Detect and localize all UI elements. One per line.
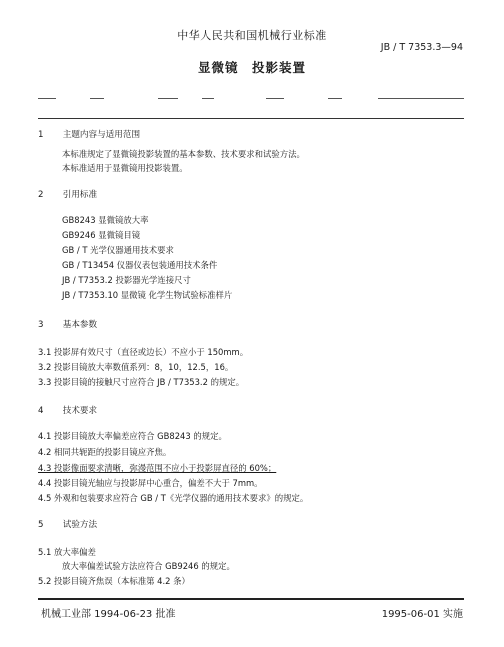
section-heading (38, 518, 97, 530)
clause-line: 3.2 投影目镜放大率数值系列：8，10，12.5，16。 (38, 362, 234, 372)
reference-line: JB / T7353.2 投影器光学连接尺寸 (62, 275, 191, 285)
text-line: 本标准适用于显微镜用投影装置。 (62, 163, 188, 173)
document-title: 显微镜 投影装置 (197, 60, 306, 75)
text-line: 本标准规定了显微镜投影装置的基本参数、技术要求和试验方法。 (62, 149, 305, 159)
clause-line: 3.3 投影目镜的接触尺寸应符合 JB / T7353.2 的规定。 (38, 377, 245, 387)
section-number: 5 (38, 520, 44, 530)
clause-line: 4.2 相同共轭距的投影目镜应齐焦。 (38, 447, 172, 457)
footer-rule (38, 598, 464, 600)
section-title: 基本参数 (62, 320, 98, 330)
section-title: 试验方法 (62, 520, 98, 530)
section-heading (38, 404, 97, 416)
section-title: 引用标准 (62, 190, 98, 200)
clause-line: 4.3 投影像面要求清晰，弥漫范围不应小于投影屏直径的 60%； (38, 463, 277, 473)
approval-date: 机械工业部 1994-06-23 批准 (41, 609, 176, 620)
section-heading (38, 128, 140, 140)
reference-line: GB8243 显微镜放大率 (62, 215, 149, 225)
clause-line: 5.1 放大率偏差 (38, 547, 96, 557)
section-heading (38, 188, 97, 200)
clause-line: 放大率偏差试验方法应符合 GB9246 的规定。 (62, 561, 235, 571)
section-number: 2 (38, 190, 44, 200)
clause-line: 5.2 投影目镜齐焦误（本标准第 4.2 条） (38, 576, 190, 586)
section-number: 1 (38, 130, 44, 140)
effective-date: 1995-06-01 实施 (381, 609, 463, 620)
reference-line: JB / T7353.10 显微镜 化学生物试验标准样片 (62, 290, 233, 300)
reference-line: GB / T13454 仪器仪表包装通用技术条件 (62, 260, 218, 270)
clause-line: 3.1 投影屏有效尺寸（直径或边长）不应小于 150mm。 (38, 347, 249, 357)
issuing-body-title: 中华人民共和国机械行业标准 (177, 29, 327, 42)
header-separator (38, 118, 464, 119)
clause-line: 4.5 外观和包装要求应符合 GB / T《光学仪器的通用技术要求》的规定。 (38, 493, 309, 503)
section-title: 技术要求 (62, 406, 98, 416)
section-heading (38, 318, 97, 330)
reference-line: GB / T 光学仪器通用技术要求 (62, 245, 174, 255)
reference-line: GB9246 显微镜目镜 (62, 230, 141, 240)
section-number: 3 (38, 320, 44, 330)
clause-line: 4.4 投影目镜光轴应与投影屏中心重合，偏差不大于 7mm。 (38, 478, 263, 488)
header-dash-row (38, 95, 464, 101)
standard-number: JB / T 7353.3—94 (380, 42, 463, 53)
section-title: 主题内容与适用范围 (62, 130, 141, 140)
clause-line: 4.1 投影目镜放大率偏差应符合 GB8243 的规定。 (38, 431, 227, 441)
section-number: 4 (38, 406, 44, 416)
